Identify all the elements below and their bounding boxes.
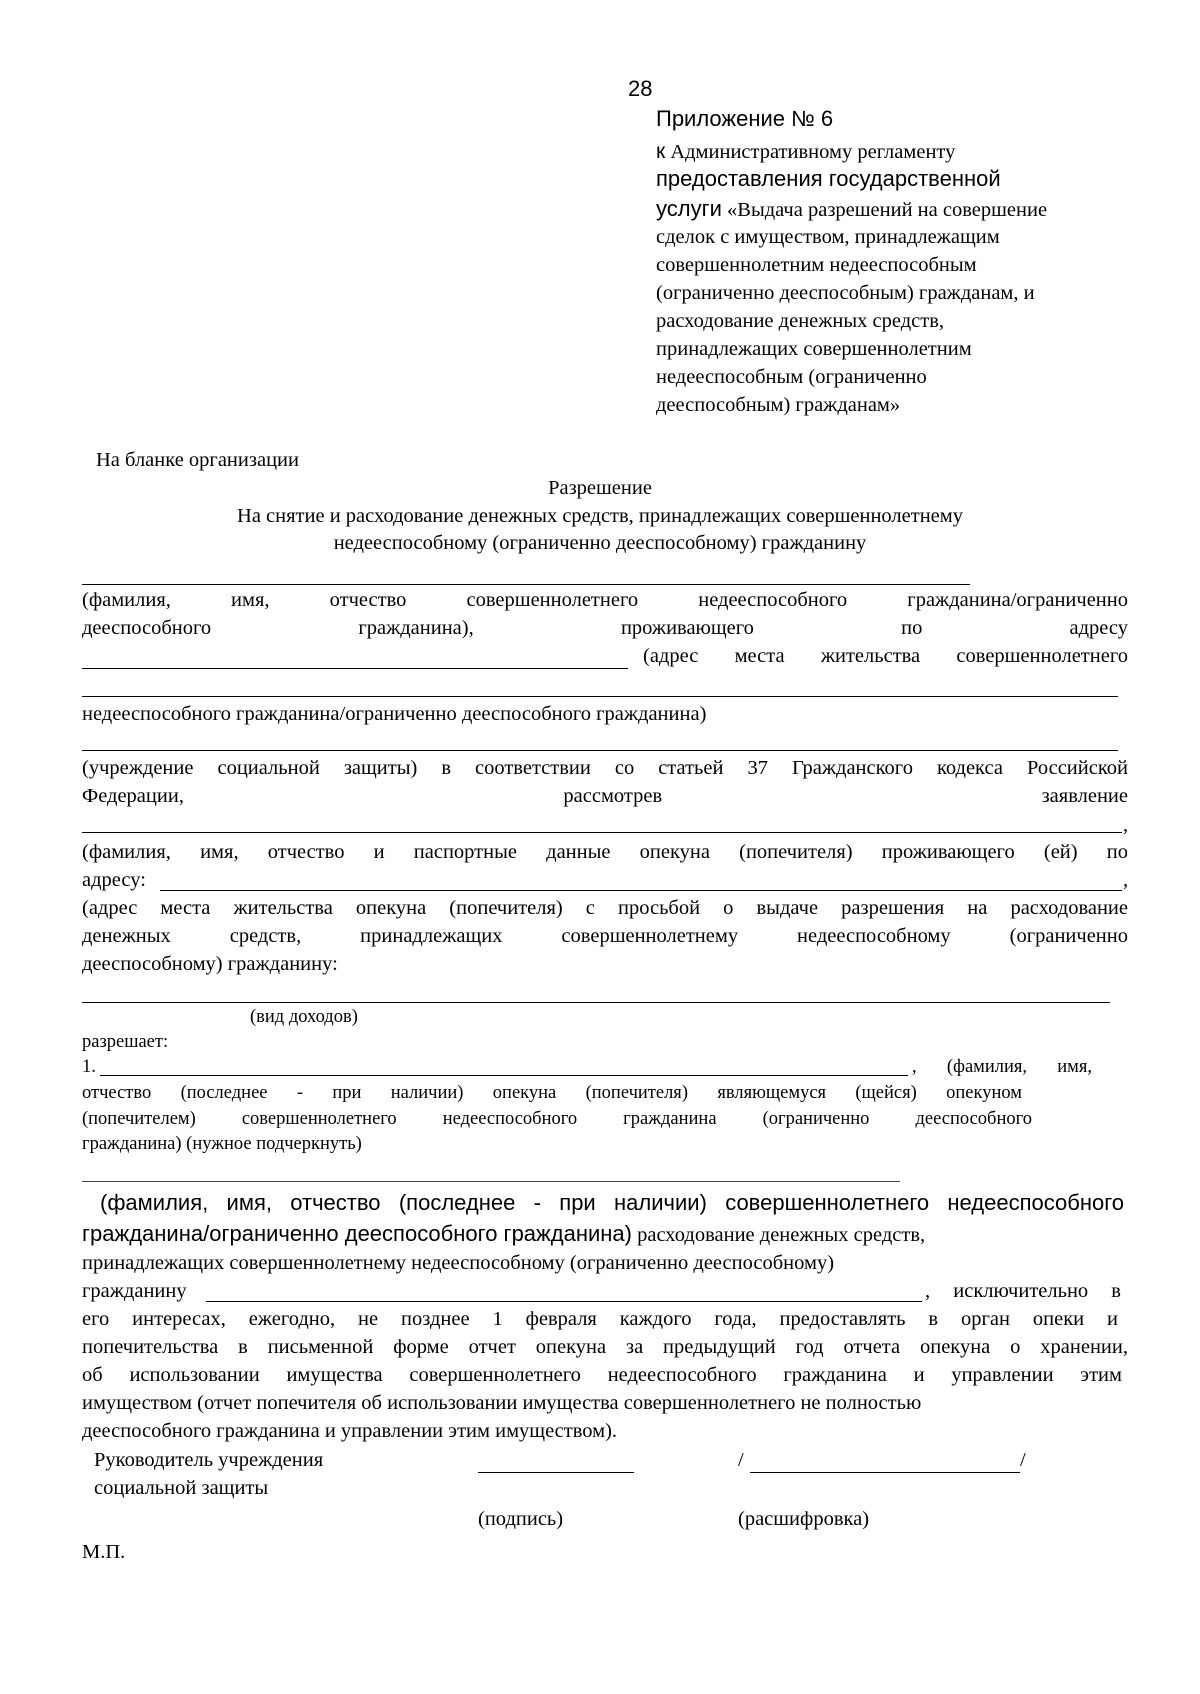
p2-line-2: Федерации, рассмотрев заявление xyxy=(82,785,1128,807)
p2-line-1: (учреждение социальной защиты) в соответствии со статьей 37 Гражданского кодекса Российской xyxy=(82,757,1128,779)
blank-ward-name-2 xyxy=(206,1301,922,1302)
p1-line-4: недееспособного гражданина/ограниченно дееспособного гражданина) xyxy=(82,703,707,725)
head-title-line-1: Руководитель учреждения xyxy=(94,1449,324,1471)
p5-line-6: попечительства в письменной форме отчет опекуна за предыдущий год отчета опекуна о хранении, xyxy=(82,1336,1128,1358)
p1-line-3: (адрес места жительства совершеннолетнего xyxy=(643,645,1128,667)
item-1-tail: , (фамилия, имя, xyxy=(912,1057,1092,1077)
blank-address-continued xyxy=(82,696,1118,697)
comma-2: , xyxy=(1123,869,1129,891)
header-line-6: (ограниченно дееспособным) гражданам, и xyxy=(656,282,1035,304)
p5-line-4-start: гражданину xyxy=(82,1280,187,1302)
header-line-5: совершеннолетним недееспособным xyxy=(656,254,977,276)
p5-line-2-sans: гражданина/ограниченно дееспособного гражданина) xyxy=(82,1221,632,1246)
p5-line-9: дееспособного гражданина и управлении этим имуществом). xyxy=(82,1420,618,1442)
p5-line-4-end: , исключительно в xyxy=(925,1280,1121,1302)
p3-address-label: адресу: xyxy=(82,869,146,891)
decode-caption: (расшифровка) xyxy=(738,1508,870,1530)
p5-line-8: имуществом (отчет попечителя об использовании имущества совершеннолетнего не полностью xyxy=(82,1392,922,1414)
document-subtitle-2: недееспособному (ограниченно дееспособному) гражданину xyxy=(333,532,867,554)
item-1-line-3: (попечителем) совершеннолетнего недееспособного гражданина (ограниченно дееспособного xyxy=(82,1109,1032,1129)
p1-line-2: дееспособного гражданина), проживающего по адресу xyxy=(82,617,1128,639)
header-line-3-sans: услуги xyxy=(656,196,722,221)
blank-guardian-address xyxy=(160,890,1122,891)
blank-income-type xyxy=(82,1002,1110,1003)
header-line-1 xyxy=(656,140,955,164)
signature-caption: (подпись) xyxy=(478,1508,564,1530)
p5-line-2 xyxy=(82,1222,925,1247)
p4-line-2: денежных средств, принадлежащих совершеннолетнему недееспособному (ограниченно xyxy=(82,925,1128,947)
slash-right: / xyxy=(1020,1449,1026,1471)
income-type-caption: (вид доходов) xyxy=(250,1007,358,1027)
document-subtitle-1: На снятие и расходование денежных средств, принадлежащих совершеннолетнему xyxy=(237,505,963,527)
slash-left: / xyxy=(738,1449,744,1471)
p4-line-3: дееспособному) гражданину: xyxy=(82,953,338,975)
p5-line-1: (фамилия, имя, отчество (последнее - при наличии) совершеннолетнего недееспособного xyxy=(100,1190,1124,1215)
blank-guardian-name xyxy=(82,832,1122,833)
p4-line-1: (адрес места жительства опекуна (попечителя) с просьбой о выдаче разрешения на расходование xyxy=(82,897,1128,919)
p5-line-7: об использовании имущества совершеннолетнего недееспособного гражданина и управлении этим xyxy=(82,1364,1122,1386)
header-line-1-text: Административному регламенту xyxy=(670,141,956,163)
header-line-10: дееспособным) гражданам» xyxy=(656,394,901,416)
letterhead-note: На бланке организации xyxy=(96,449,299,471)
decode-blank xyxy=(750,1472,1020,1473)
header-line-3 xyxy=(656,197,1047,222)
item-1-line-2: отчество (последнее - при наличии) опекуна (попечителя) являющемуся (щейся) опекуном xyxy=(82,1083,1022,1103)
header-line-3-serif: «Выдача разрешений на совершение xyxy=(727,199,1048,221)
header-line-4: сделок с имуществом, принадлежащим xyxy=(656,226,1000,248)
header-line-2: предоставления государственной xyxy=(656,166,1001,191)
stamp-place: М.П. xyxy=(82,1541,126,1563)
blank-social-institution xyxy=(82,750,1118,751)
blank-ward-name xyxy=(82,584,970,585)
p1-line-1: (фамилия, имя, отчество совершеннолетнего недееспособного гражданина/ограниченно xyxy=(82,589,1128,611)
blank-ward-address xyxy=(82,668,628,669)
header-line-8: принадлежащих совершеннолетним xyxy=(656,338,972,360)
header-k-letter: к xyxy=(656,140,666,163)
page-number: 28 xyxy=(628,76,653,101)
signature-blank xyxy=(478,1472,634,1473)
p5-line-2-serif: расходование денежных средств, xyxy=(637,1224,926,1246)
allows-label: разрешает: xyxy=(82,1032,169,1052)
comma-1: , xyxy=(1123,814,1129,836)
header-line-9: недееспособным (ограниченно xyxy=(656,366,927,388)
document-title: Разрешение xyxy=(548,477,652,499)
p5-line-5: его интересах, ежегодно, не позднее 1 февраля каждого года, предоставлять в орган опеки и xyxy=(82,1308,1118,1330)
header-line-7: расходование денежных средств, xyxy=(656,310,945,332)
appendix-title: Приложение № 6 xyxy=(656,106,834,131)
p3-line-1: (фамилия, имя, отчество и паспортные данные опекуна (попечителя) проживающего (ей) по xyxy=(82,841,1128,863)
p5-line-3: принадлежащих совершеннолетнему недееспособному (ограниченно дееспособному) xyxy=(82,1252,835,1274)
head-title-line-2: социальной защиты xyxy=(94,1477,269,1499)
blank-ward-fullname xyxy=(82,1181,900,1182)
item-1-number: 1. xyxy=(82,1057,96,1077)
item-1-line-4: гражданина) (нужное подчеркнуть) xyxy=(82,1134,362,1154)
blank-guardian-fullname xyxy=(100,1075,908,1076)
